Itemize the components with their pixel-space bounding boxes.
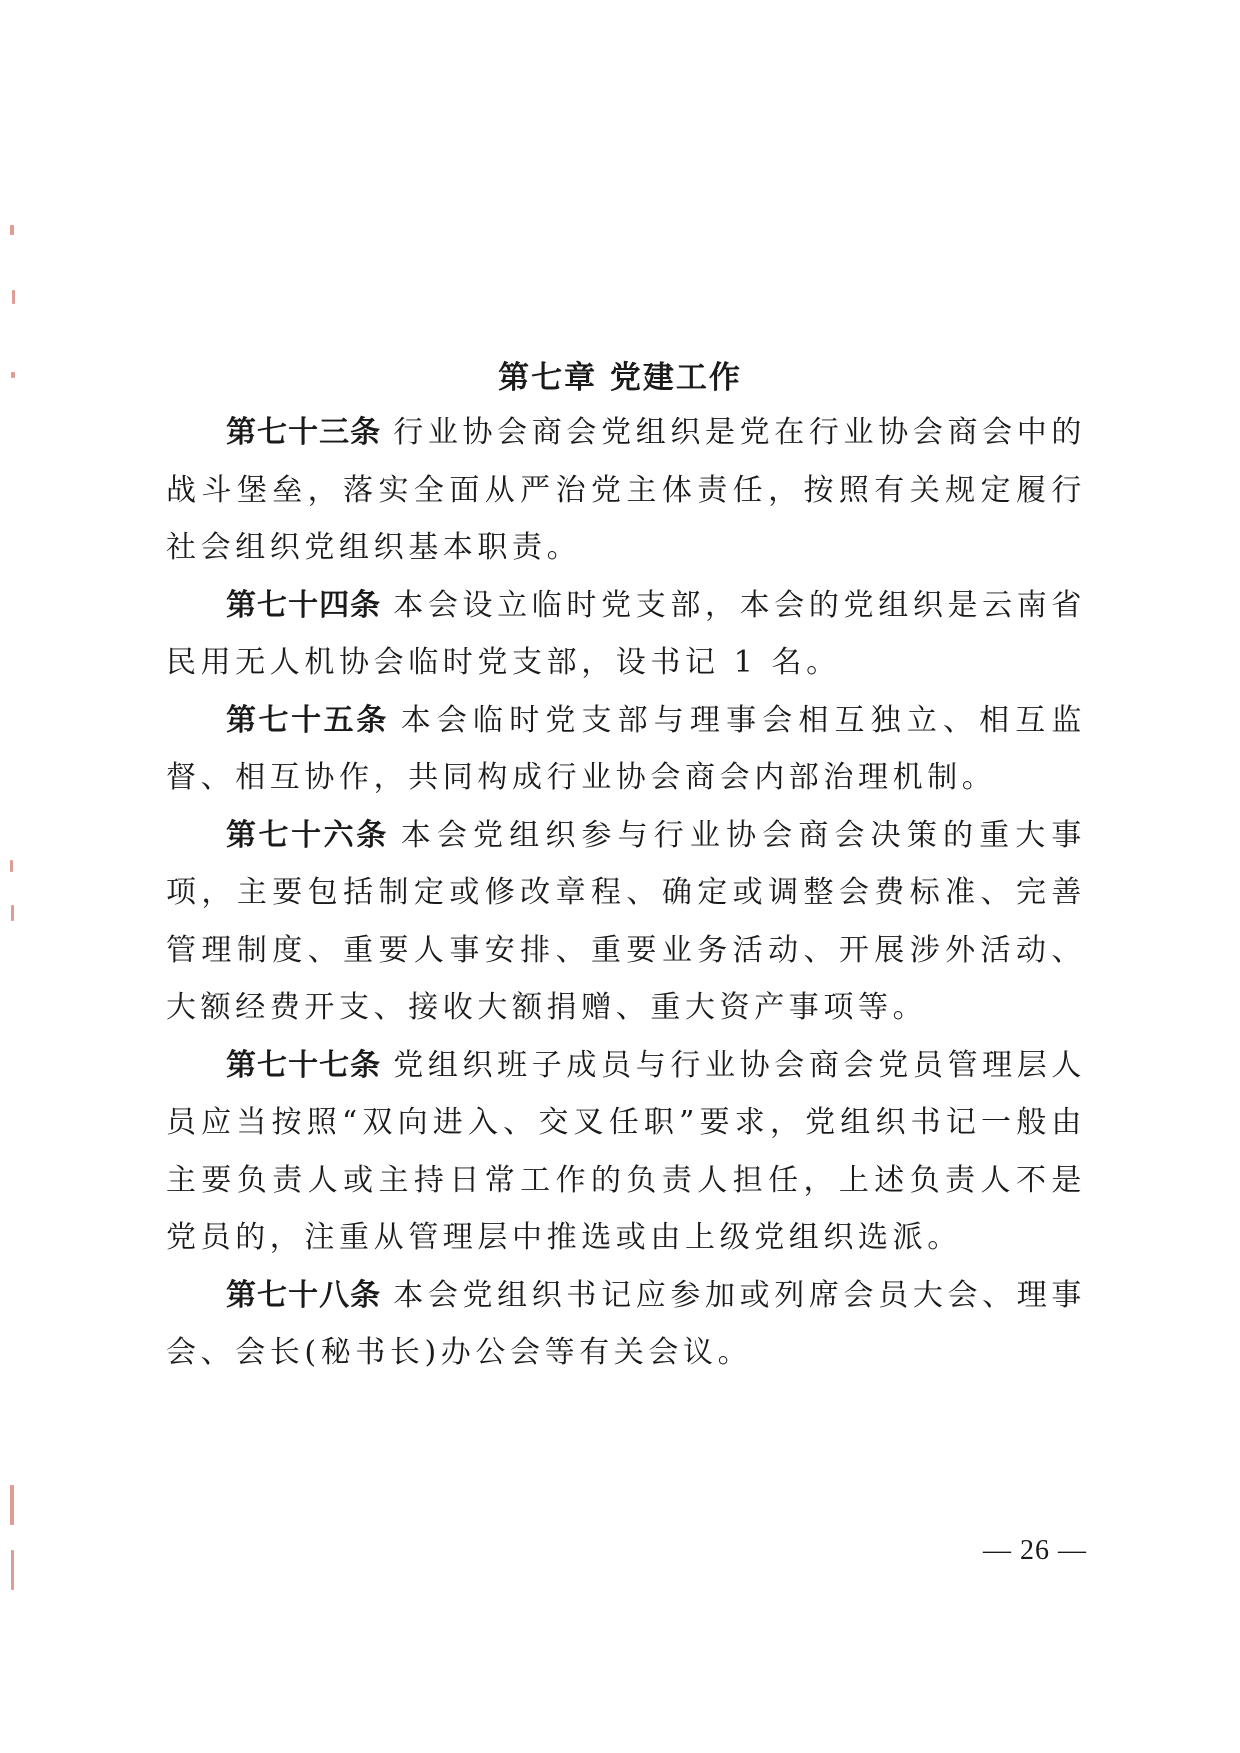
article-label: 第七十五条 bbox=[226, 702, 389, 738]
article-label: 第七十三条 bbox=[226, 415, 382, 450]
scan-artifact-mark bbox=[11, 905, 14, 921]
article-76 bbox=[166, 807, 1086, 1037]
article-74 bbox=[166, 577, 1086, 692]
scan-artifact-mark bbox=[10, 860, 13, 872]
article-text: 行业协会商会党组织是党在行业协会商会中的战斗堡垒，落实全面从严治党主体责任，按照有关规定履行社会组织党组织基本职责。 bbox=[166, 415, 1087, 565]
page-number: — 26 — bbox=[983, 1535, 1087, 1566]
article-text: 本会临时党支部与理事会相互独立、相互监督、相互协作，共同构成行业协会商会内部治理机制。 bbox=[166, 702, 1087, 795]
scan-artifact-mark bbox=[12, 290, 15, 304]
article-label: 第七十七条 bbox=[226, 1047, 382, 1083]
article-label: 第七十四条 bbox=[226, 587, 382, 623]
article-73 bbox=[166, 404, 1086, 577]
article-text: 本会党组织书记应参加或列席会员大会、理事会、会长(秘书长)办公会等有关会议。 bbox=[166, 1277, 1087, 1370]
article-text: 本会党组织参与行业协会商会决策的重大事项，主要包括制定或修改章程、确定或调整会费标准、完善管理制度、重要人事安排、重要业务活动、开展涉外活动、大额经费开支、接收大额捐赠、重大资产事项等。 bbox=[166, 817, 1087, 1025]
article-label: 第七十八条 bbox=[226, 1277, 382, 1313]
article-list bbox=[166, 404, 1086, 1382]
scan-artifact-mark bbox=[10, 225, 14, 235]
article-75 bbox=[166, 692, 1086, 807]
article-text: 本会设立临时党支部，本会的党组织是云南省民用无人机协会临时党支部，设书记 1 名。 bbox=[166, 587, 1087, 680]
article-text: 党组织班子成员与行业协会商会党员管理层人员应当按照“双向进入、交叉任职”要求，党组织书记一般由主要负责人或主持日常工作的负责人担任，上述负责人不是党员的，注重从管理层中推选或由上级党组织选派。 bbox=[166, 1047, 1087, 1255]
article-78 bbox=[166, 1267, 1086, 1382]
scan-artifact-mark bbox=[11, 1550, 14, 1590]
chapter-title: 第七章 党建工作 bbox=[498, 360, 742, 396]
scan-artifact-mark bbox=[10, 1485, 14, 1525]
article-label: 第七十六条 bbox=[226, 817, 389, 853]
article-77 bbox=[166, 1037, 1086, 1267]
